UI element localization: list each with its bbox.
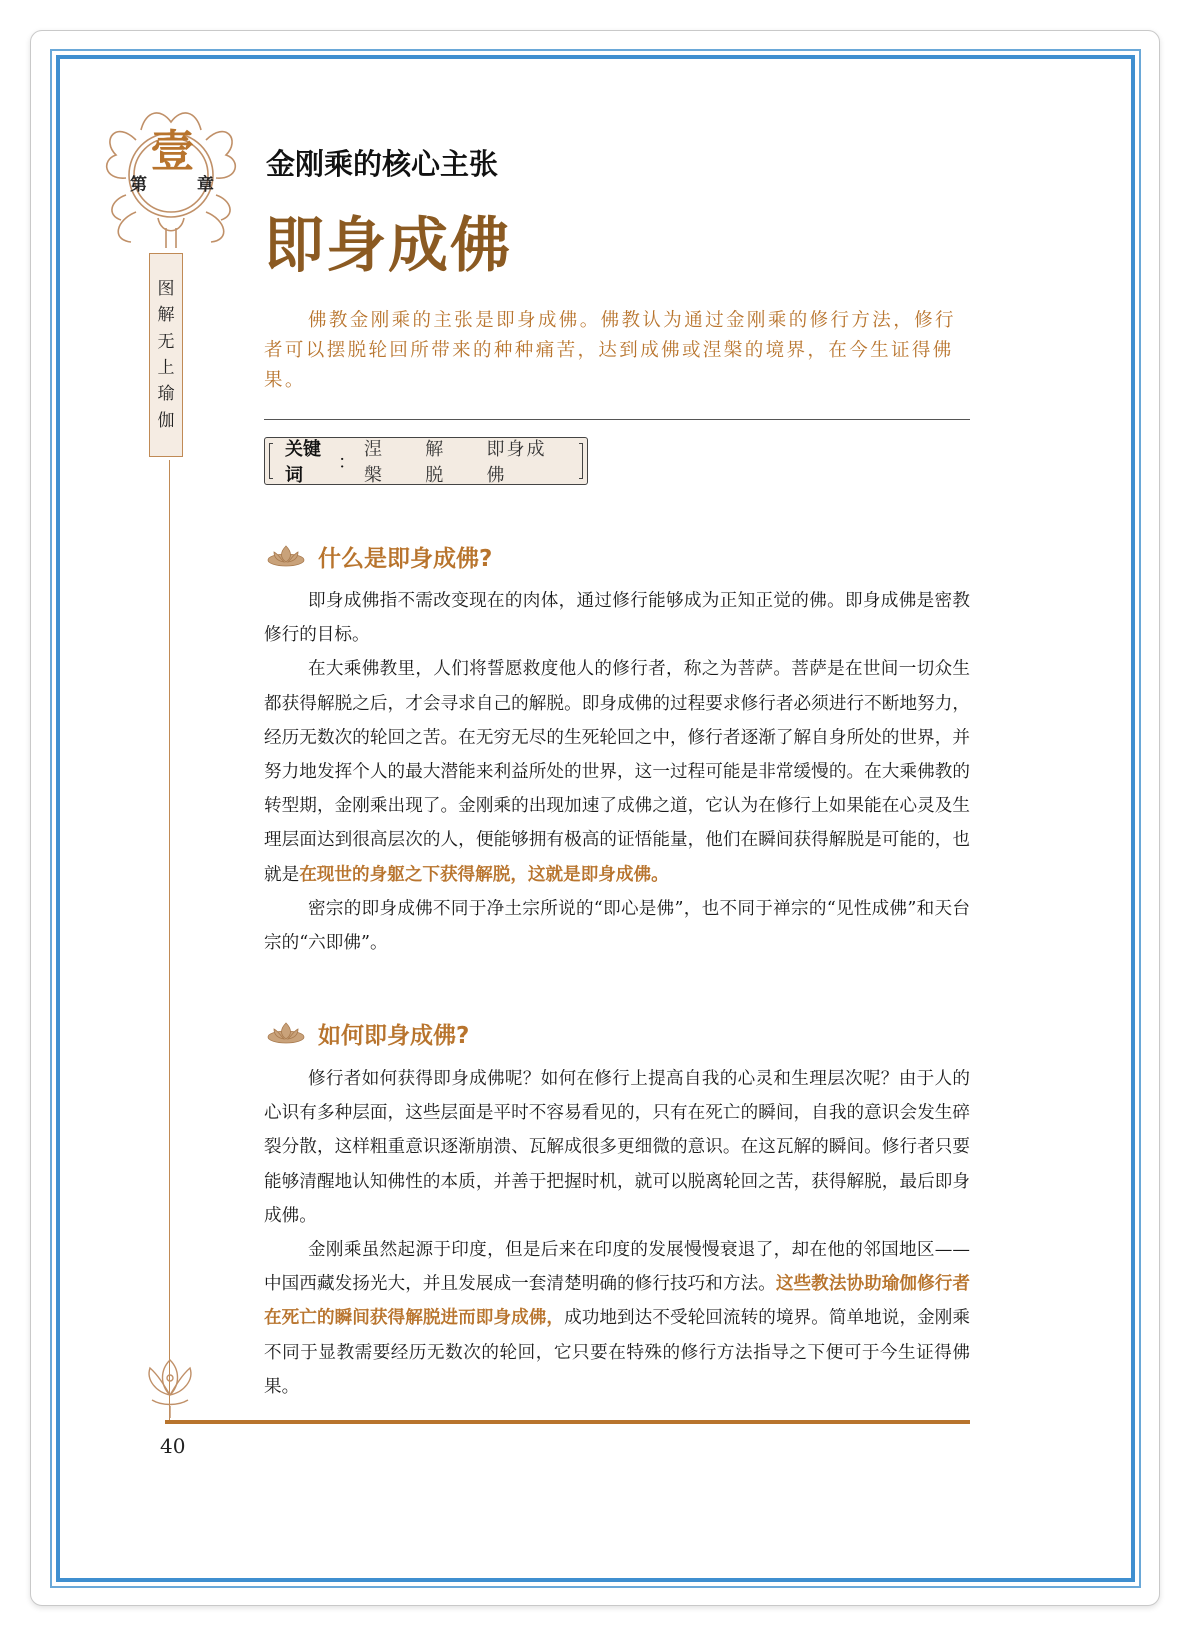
keyword-item: 解脱: [425, 439, 446, 486]
paragraph: [264, 652, 970, 891]
section-title: 什么是即身成佛?: [318, 546, 493, 572]
series-char: 图: [157, 278, 175, 299]
paragraph: 即身成佛指不需改变现在的肉体，通过修行能够成为正知正觉的佛。即身成佛是密教修行的目标。: [264, 591, 970, 646]
series-char: 伽: [157, 410, 175, 431]
keywords-box: [264, 437, 588, 485]
highlighted-text: 在现世的身躯之下获得解脱，这就是即身成佛。: [299, 864, 669, 885]
keyword-item: 涅槃: [363, 439, 384, 486]
paragraph-text: 成功地到达不受轮回流转的境界。简单地说，金刚乘不同于显教需要经历无数次的轮回，它只要在特殊的修行方法指导之下便可于今生证得佛果。: [264, 1308, 970, 1397]
page-title: 即身成佛: [264, 211, 512, 281]
divider: [264, 419, 970, 420]
chapter-number: 壹: [150, 126, 195, 177]
keywords-separator: ：: [337, 452, 356, 473]
series-char: 解: [157, 305, 175, 326]
lotus-bullet-icon: [264, 542, 308, 572]
chapter-suffix: 章: [197, 175, 214, 195]
section-body: [264, 584, 970, 960]
paragraph-text: 在大乘佛教里，人们将誓愿救度他人的修行者，称之为菩萨。菩萨是在世间一切众生都获得解脱之后，才会寻求自己的解脱。即身成佛的过程要求修行者必须进行不断地努力，经历无数次的轮回之苦。在无穷无尽的生死轮回之中，修行者逐渐了解自身所处的世界，并努力地发挥个人的最大潜能来利益所处的世界，这一过程可能是非常缓慢的。在大乘佛教的转型期，金刚乘出现了。金刚乘的出现加速了成佛之道，它认为在修行上如果能在心灵及生理层面达到很高层次的人，便能够拥有极高的证悟能量，他们在瞬间获得解脱是可能的，也就是: [264, 659, 970, 885]
page-subtitle: 金刚乘的核心主张: [266, 147, 499, 181]
lotus-icon: [138, 1350, 202, 1420]
keyword-item: 即身成佛: [486, 439, 547, 486]
section-heading: [264, 1017, 469, 1050]
footer-rule: [165, 1420, 970, 1424]
keywords-label: 关键词: [285, 439, 321, 486]
lotus-ornament: [138, 1350, 202, 1420]
lotus-bullet-icon: [264, 1019, 308, 1049]
section-heading: [264, 540, 492, 573]
chapter-prefix: 第: [130, 175, 147, 195]
series-title-vertical: [149, 253, 183, 457]
series-char: 无: [157, 331, 175, 352]
series-char: 上: [157, 358, 175, 378]
page-number: 40: [160, 1434, 186, 1458]
paragraph: [264, 1233, 970, 1404]
section-body: [264, 1062, 970, 1404]
paragraph: 修行者如何获得即身成佛呢？如何在修行上提高自我的心灵和生理层次呢？由于人的心识有多种层面，这些层面是平时不容易看见的，只有在死亡的瞬间，自我的意识会发生碎裂分散，这样粗重意识逐渐崩溃、瓦解成很多更细微的意识。在这瓦解的瞬间。修行者只要能够清醒地认知佛性的本质，并善于把握时机，就可以脱离轮回之苦，获得解脱，最后即身成佛。: [264, 1069, 970, 1226]
highlighted-text: 这些教法协助瑜伽修行者在死亡的瞬间获得解脱进而即身成佛，: [264, 1274, 970, 1329]
intro-paragraph: 佛教金刚乘的主张是即身成佛。佛教认为通过金刚乘的修行方法，修行者可以摆脱轮回所带来的种种痛苦，达到成佛或涅槃的境界，在今生证得佛果。: [264, 310, 956, 391]
section-title: 如何即身成佛?: [318, 1023, 470, 1049]
margin-vertical-line: [169, 460, 170, 1420]
paragraph-text: 金刚乘虽然起源于印度，但是后来在印度的发展慢慢衰退了，却在他的邻国地区——中国西藏发扬光大，并且发展成一套清楚明确的修行技巧和方法。: [264, 1240, 970, 1295]
paragraph: 密宗的即身成佛不同于净土宗所说的“即心是佛”，也不同于禅宗的“见性成佛”和天台宗的“六即佛”。: [264, 898, 970, 954]
series-char: 瑜: [157, 384, 175, 405]
